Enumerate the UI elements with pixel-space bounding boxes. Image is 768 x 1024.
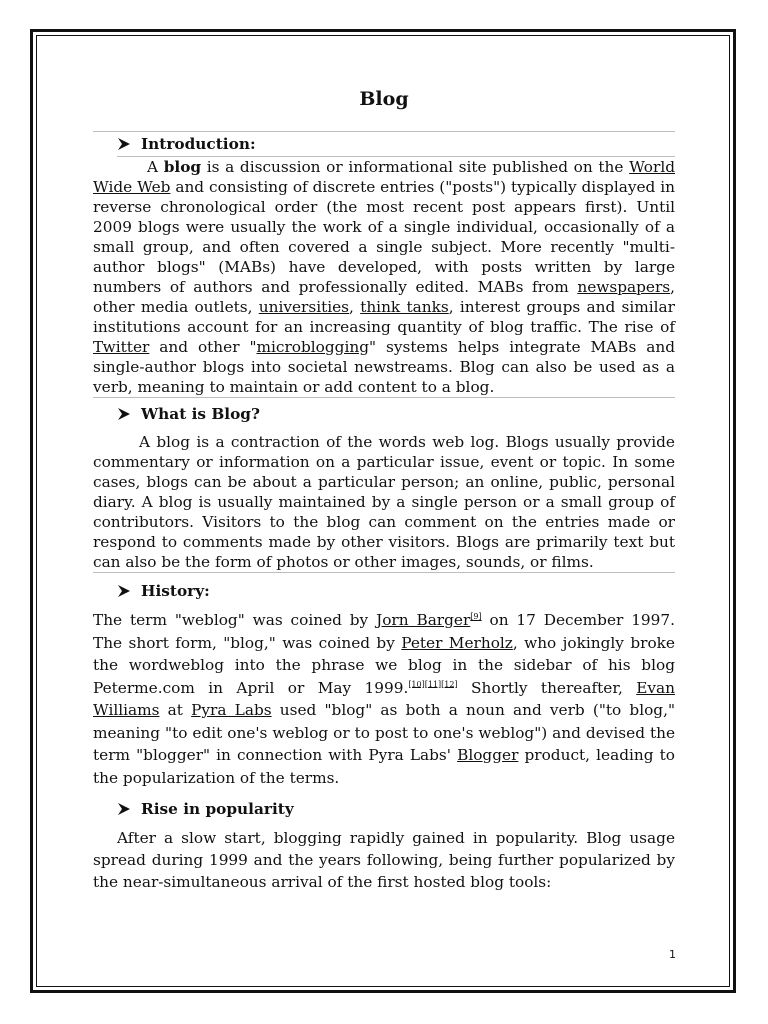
what-is-blog-paragraph: A blog is a contraction of the words web log. Blogs usually provide commentary or information on a particular issue, event or topic. In some cases, blogs can be about a particular person; an online, public, personal diary. A blog is usually maintained by a single person or a small group of contributors. Visitors to the blog can comment on the entries made or respond to comments made by other visitors. Blogs are primarily text but can also be the form of photos or other images, sounds, or films.	[93, 433, 675, 571]
link-think-tanks[interactable]: think tanks	[360, 298, 449, 316]
link-twitter[interactable]: Twitter	[93, 338, 150, 356]
text-run: is a discussion or informational site published on the	[201, 158, 630, 176]
link-evan-williams[interactable]: Evan Williams	[93, 678, 675, 719]
section-heading-what-is-blog	[93, 402, 675, 426]
text-run: at	[159, 701, 192, 719]
link-microblogging[interactable]: microblogging	[256, 338, 370, 356]
arrow-bullet-icon	[117, 584, 131, 598]
section-heading-history	[93, 579, 675, 603]
section-rule	[93, 397, 675, 398]
text-run: " systems helps integrate MABs and single-author blogs into societal newstreams. Blog can also be used as a verb, meaning to maintain or add content to a blog.	[93, 338, 675, 396]
intro-paragraph	[93, 157, 675, 397]
heading-text: History:	[141, 582, 210, 600]
text-run: product, leading to the popularization of the terms.	[93, 746, 675, 787]
text-run: , interest groups and similar institutions account for an increasing quantity of blog traffic. The rise of	[93, 298, 675, 336]
link-blogger[interactable]: Blogger	[457, 746, 519, 764]
text-run: and other "	[149, 338, 257, 356]
document-title: Blog	[359, 88, 409, 110]
text-run: The term "weblog" was coined by	[93, 611, 377, 629]
text-run: , other media outlets,	[93, 278, 675, 316]
heading-text: Introduction:	[141, 135, 256, 153]
arrow-bullet-icon	[117, 137, 131, 151]
heading-text: What is Blog?	[141, 405, 260, 423]
citation-9[interactable]: [9]	[470, 611, 482, 621]
citation-10-11-12[interactable]: [10][11][12]	[408, 679, 458, 689]
page-number: 1	[669, 948, 676, 961]
text-run: Shortly thereafter,	[457, 678, 637, 697]
link-pyra-labs[interactable]: Pyra Labs	[191, 701, 272, 719]
text-run: A	[147, 158, 164, 176]
section-heading-rise-in-popularity	[93, 797, 675, 821]
text-run: and consisting of discrete entries ("posts") typically displayed in reverse chronological order (the most recent post appears first). Until 2009 blogs were usually the work of a single individual, occasionally of a small group, and often covered a single subject. More recently "multi-author blogs" (MABs) have developed, with posts written by large numbers of authors and professionally edited. MABs from	[93, 178, 675, 296]
text-run: , who jokingly broke the wordweblog into the phrase we blog in the sidebar of his blog Peterme.com in April or May 1999.	[93, 633, 675, 697]
history-paragraph	[93, 609, 675, 789]
link-universities[interactable]: universities	[258, 298, 350, 316]
document-body	[93, 131, 675, 893]
term-blog: blog	[163, 158, 202, 176]
text-run: on 17 December 1997. The short form, "blog," was coined by	[93, 611, 675, 652]
section-heading-introduction	[93, 132, 675, 156]
section-rule	[93, 572, 675, 573]
heading-text: Rise in popularity	[141, 800, 294, 818]
arrow-bullet-icon	[117, 407, 131, 421]
link-jorn-barger[interactable]: Jorn Barger	[376, 611, 471, 629]
link-peter-merholz[interactable]: Peter Merholz	[401, 633, 513, 652]
text-run: ,	[349, 298, 361, 316]
link-newspapers[interactable]: newspapers	[577, 278, 671, 296]
text-run: used "blog" as both a noun and verb ("to blog," meaning "to edit one's weblog or to post to one's weblog") and devised the term "blogger" in connection with Pyra Labs'	[93, 701, 675, 764]
popularity-paragraph: After a slow start, blogging rapidly gained in popularity. Blog usage spread during 1999 and the years following, being further popularized by the near-simultaneous arrival of the first hosted blog tools:	[93, 829, 675, 891]
arrow-bullet-icon	[117, 802, 131, 816]
link-world-wide-web[interactable]: World Wide Web	[93, 158, 675, 196]
